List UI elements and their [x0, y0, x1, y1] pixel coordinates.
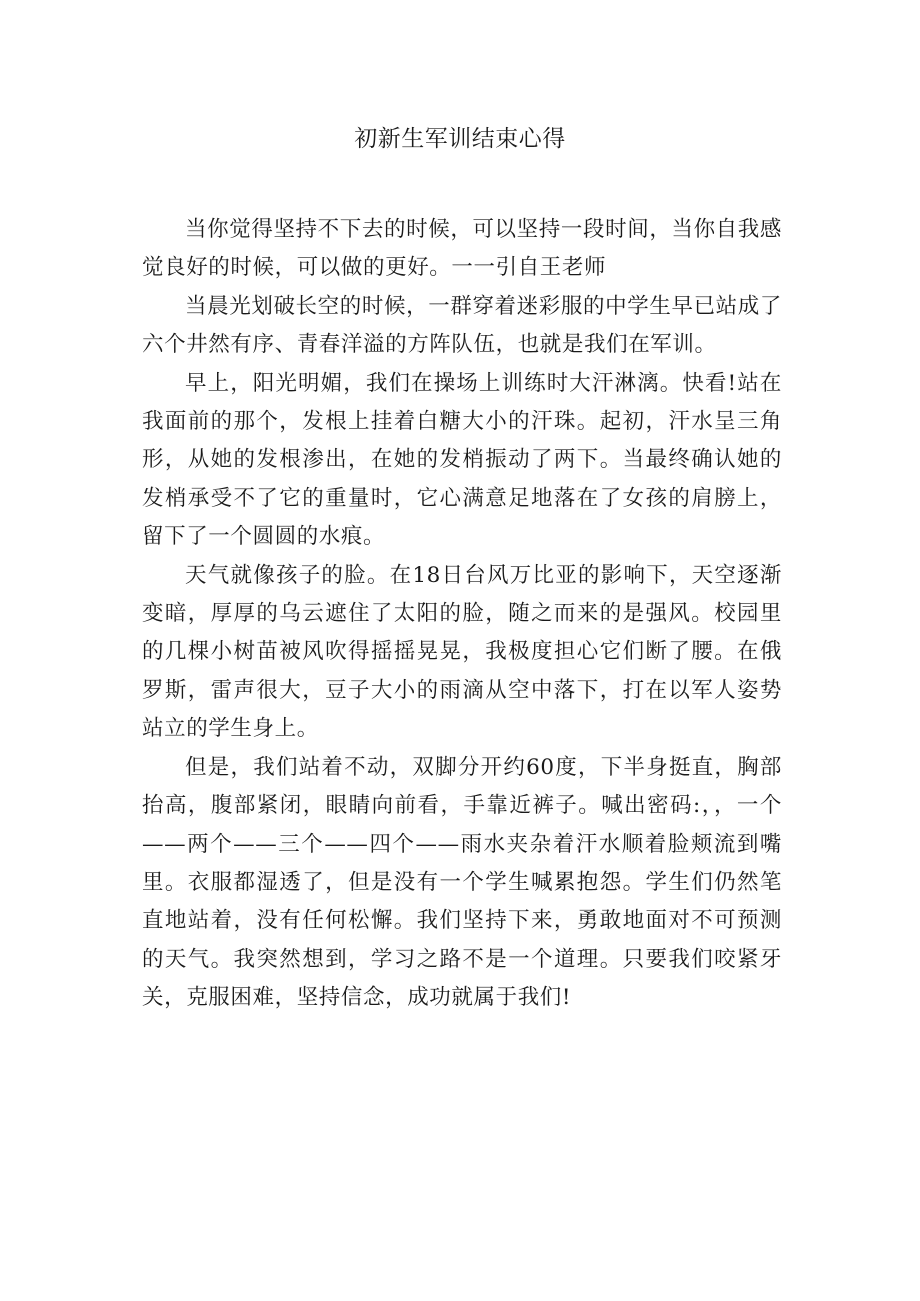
paragraph-sweat: 早上，阳光明媚，我们在操场上训练时大汗淋漓。快看!站在我面前的那个，发根上挂着白糖大小的汗珠。起初，汗水呈三角形，从她的发根渗出，在她的发梢振动了两下。当最终确认她的发梢承受不了它的重量时，它心满意足地落在了女孩的肩膀上，留下了一个圆圆的水痕。 — [142, 370, 782, 550]
document-title: 初新生军训结束心得 — [354, 126, 566, 152]
paragraph-quote: 当你觉得坚持不下去的时候，可以坚持一段时间，当你自我感觉良好的时候，可以做的更好。一一引自王老师 — [142, 217, 782, 281]
document-body — [142, 211, 782, 1018]
paragraph-weather: 天气就像孩子的脸。在18日台风万比亚的影响下，天空逐渐变暗，厚厚的乌云遮住了太阳的脸，随之而来的是强风。校园里的几棵小树苗被风吹得摇摇晃晃，我极度担心它们断了腰。在俄罗斯，雷声很大，豆子大小的雨滴从空中落下，打在以军人姿势站立的学生身上。 — [142, 562, 782, 742]
paragraph-persistence: 但是，我们站着不动，双脚分开约60度，下半身挺直，胸部抬高，腹部紧闭，眼睛向前看，手靠近裤子。喊出密码:，，一个——两个——三个——四个——雨水夹杂着汗水顺着脸颊流到嘴里。衣服都湿透了，但是没有一个学生喊累抱怨。学生们仍然笔直地站着，没有任何松懈。我们坚持下来，勇敢地面对不可预测的天气。我突然想到，学习之路不是一个道理。只要我们咬紧牙关，克服困难，坚持信念，成功就属于我们! — [142, 754, 782, 1011]
paragraph-morning-light: 当晨光划破长空的时候，一群穿着迷彩服的中学生早已站成了六个井然有序、青春洋溢的方阵队伍，也就是我们在军训。 — [142, 293, 782, 358]
